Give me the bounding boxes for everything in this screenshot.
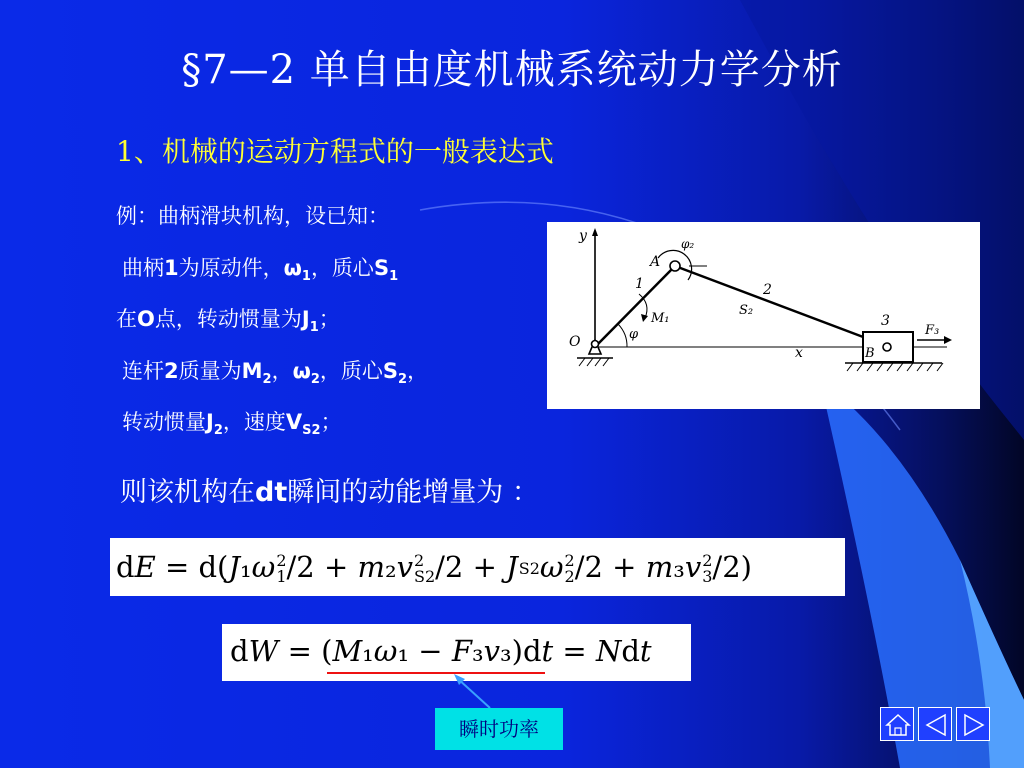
label-3: 3 (881, 313, 890, 329)
line2-s-sub: 1 (389, 269, 399, 285)
line4-m: M (241, 359, 263, 383)
line3-o: O (137, 307, 155, 331)
next-button[interactable] (956, 707, 990, 741)
line3-j: J (301, 307, 310, 331)
eq1-plus2: /2 + (435, 550, 507, 584)
eq1-omega1: ω (251, 550, 276, 584)
line2-a: 曲柄 (122, 256, 164, 280)
y-axis-arrow (592, 228, 598, 236)
line2-c: 为原动件， (178, 256, 284, 280)
line3-c: 点，转动惯量为 (154, 307, 302, 331)
instant-power-label: 瞬时功率 (435, 708, 563, 750)
phi-arc (618, 324, 627, 347)
eq1-v3: v (684, 550, 702, 584)
line5-d: ，速度 (222, 410, 286, 434)
eq2-eq: = ( (278, 634, 333, 668)
eq2-v3-sub: ₃ (500, 634, 512, 668)
eq1-eq: = d( (155, 550, 229, 584)
eq1-omega1-sub: 1 (276, 567, 287, 586)
text-line-5 (122, 406, 342, 438)
text-line-1 (116, 200, 389, 230)
statement-a: 则该机构在 (120, 477, 255, 508)
line4-i: ，质心 (319, 359, 383, 383)
line4-s: S (382, 359, 399, 383)
eq1-omega2-scripts (565, 553, 575, 585)
eq1-omega1-scripts (276, 553, 286, 585)
label-a: A (650, 254, 661, 270)
eq1-js2: J (506, 550, 518, 584)
eq1-plus3: /2 + (574, 550, 646, 584)
line2-b: 1 (164, 256, 179, 280)
line4-s-sub: 2 (398, 372, 408, 388)
label-1: 1 (635, 276, 644, 292)
eq2-d: d (230, 634, 249, 668)
line4-omega: ω (292, 359, 311, 383)
eq2-m1: M (332, 634, 363, 668)
line2-s: S (373, 256, 390, 280)
prev-button[interactable] (918, 707, 952, 741)
eq1-v-s2-scripts (414, 553, 435, 585)
line5-g: ； (320, 410, 342, 434)
eq1-omega2: ω (539, 550, 564, 584)
line5-j: J (206, 410, 214, 434)
power-underline (327, 672, 545, 674)
slider-crank-diagram (547, 222, 980, 409)
line4-m-sub: 2 (262, 372, 272, 388)
eq1-m2: m (357, 550, 385, 584)
label-x: x (795, 345, 803, 361)
m1-arc (639, 294, 647, 318)
page-title: §7—2 单自由度机械系统动力学分析 (181, 47, 843, 93)
eq1-v-s2-sup: 2 (414, 551, 425, 570)
eq2-t2: t (639, 634, 652, 668)
line5-v-sub: S2 (302, 423, 321, 439)
line4-b: 2 (164, 359, 179, 383)
eq2-minus: − (409, 634, 452, 668)
label-phi2: φ₂ (681, 237, 695, 251)
eq2-n: N (595, 634, 622, 668)
line5-a: 转动惯量 (122, 410, 206, 434)
line5-v: V (285, 410, 303, 434)
m1-arrow (641, 314, 648, 322)
joint-o (592, 341, 599, 348)
eq2-f3: F (451, 634, 472, 668)
line4-omega-sub: 2 (310, 372, 320, 388)
eq2-omega1-sub: ₁ (397, 634, 410, 668)
eq1-end: /2) (712, 550, 752, 584)
eq2-close-d: )d (511, 634, 542, 668)
eq2-f3-sub: ₃ (471, 634, 484, 668)
eq1-m2-sub: ₂ (384, 550, 397, 584)
eq1-d: d (116, 550, 135, 584)
eq2-d2: d (621, 634, 640, 668)
label-y: y (579, 228, 587, 244)
connecting-rod (675, 266, 887, 346)
eq1-omega2-sup: 2 (564, 551, 575, 570)
eq1-omega1-sup: 2 (276, 551, 287, 570)
line2-omega: ω (283, 256, 302, 280)
line4-f: ， (271, 359, 293, 383)
label-f3: F₃ (925, 323, 940, 338)
statement-dt: dt (255, 477, 288, 508)
eq1-js2-scripts (519, 561, 540, 577)
eq1-e: E (134, 550, 156, 584)
kinetic-energy-equation (110, 538, 845, 596)
eq2-v3: v (483, 634, 500, 668)
label-m1: M₁ (651, 311, 670, 326)
line1-text: 例：曲柄滑块机构，设已知： (116, 204, 389, 228)
line2-omega-sub: 1 (301, 269, 311, 285)
ground-rail-hatch (847, 363, 943, 371)
label-b: B (865, 346, 875, 361)
work-equation (222, 624, 691, 681)
line5-j-sub: 2 (213, 423, 223, 439)
line4-c: 质量为 (178, 359, 242, 383)
line3-a: 在 (116, 307, 137, 331)
statement-c: 瞬间的动能增量为 ： (287, 477, 539, 508)
line3-f: ； (318, 307, 340, 331)
line4-a: 连杆 (122, 359, 164, 383)
eq2-t1: t (541, 634, 554, 668)
eq1-omega2-sub: 2 (564, 567, 575, 586)
eq2-m1-sub: ₁ (362, 634, 374, 668)
label-2: 2 (763, 282, 772, 298)
eq2-w: W (248, 634, 279, 668)
ground-o-hatch (579, 358, 609, 366)
eq1-plus1: /2 + (286, 550, 358, 584)
home-icon (881, 708, 915, 742)
line3-j-sub: 1 (309, 320, 319, 336)
mechanism-drawing (547, 222, 980, 409)
kinetic-energy-statement (120, 470, 539, 509)
home-button[interactable] (880, 707, 914, 741)
label-phi: φ (629, 327, 639, 342)
line2-f: ，质心 (310, 256, 374, 280)
eq1-v3-sub: 3 (702, 567, 713, 586)
text-line-2 (122, 252, 398, 284)
f3-arrow-head (944, 336, 952, 344)
next-icon (957, 708, 991, 742)
eq1-m3: m (645, 550, 674, 584)
eq1-j1: J (228, 550, 241, 584)
eq1-j1-sub: ₁ (240, 550, 252, 584)
eq2-eq2: = (553, 634, 596, 668)
joint-a (670, 261, 680, 271)
label-s2: S₂ (739, 303, 754, 318)
line4-l: ， (407, 359, 429, 383)
label-o: O (569, 334, 581, 350)
text-line-3 (116, 303, 340, 335)
text-line-4 (122, 355, 428, 387)
eq1-v-s2: v (396, 550, 413, 584)
eq1-v3-scripts (702, 553, 712, 585)
eq1-v-s2-sub: S2 (414, 567, 436, 586)
joint-b (883, 343, 891, 351)
eq2-omega1: ω (373, 634, 398, 668)
eq1-js2-sub: S2 (518, 559, 540, 578)
eq1-m3-sub: ₃ (673, 550, 685, 584)
section-heading: 1、机械的运动方程式的一般表达式 (116, 135, 554, 168)
prev-icon (919, 708, 953, 742)
eq1-v3-sup: 2 (702, 551, 713, 570)
